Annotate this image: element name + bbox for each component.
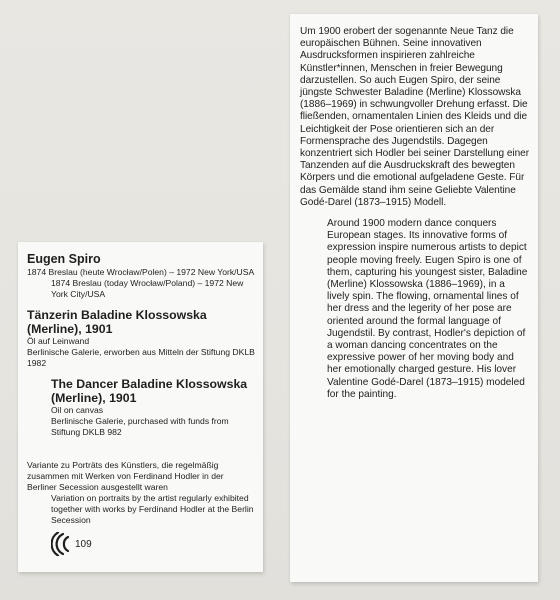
- audio-guide-icon: [51, 532, 71, 556]
- object-label-card: [18, 242, 263, 572]
- medium-en: Oil on canvas: [51, 405, 104, 415]
- credit-line-en: Berlinische Galerie, purchased with funds from Stiftung DKLB 982: [51, 416, 229, 437]
- note-en: Variation on portraits by the artist regularly exhibited together with works by Ferdinand Hodler at the Berlin Secession: [51, 493, 254, 525]
- artist-name: Eugen Spiro: [27, 252, 101, 266]
- wall-text-card: [290, 14, 538, 582]
- audio-guide-number: 109: [75, 538, 92, 550]
- wall-text-en: Around 1900 modern dance conquers European stages. Its innovative forms of expression inspire numerous artists to depict people moving freely. Eugen Spiro is one of them, capturing his youngest sister, Baladine (Merline) Klossowska (1886–1969), in a lively spin. The flowing, ornamental lines of her dress and the legerity of her pose are oriented around the formal language of Jugendstil. By contrast, Hodler's depiction of a woman dancing concentrates on the expressive power of her moving body and her emotionally charged gesture. His lover Valentine Godé-Darel (1873–1915) modeled for the painting.: [327, 218, 528, 400]
- artwork-title-de: Tänzerin Baladine Klossowska (Merline), 1901: [27, 308, 207, 336]
- credit-line-de: Berlinische Galerie, erworben aus Mitteln der Stiftung DKLB 1982: [27, 347, 255, 368]
- artwork-title-en: The Dancer Baladine Klossowska (Merline), 1901: [51, 377, 248, 405]
- note-de: Variante zu Porträts des Künstlers, die regelmäßig zusammen mit Werken von Ferdinand Hodler in der Berliner Secession ausgestellt waren: [27, 460, 224, 492]
- wall-text-de: Um 1900 erobert der sogenannte Neue Tanz die europäischen Bühnen. Seine innovativen Ausdrucksformen inspirieren zahlreiche Künstler*innen, Menschen in freier Bewegung darzustellen. So auch Eugen Spiro, der seine jüngste Schwester Baladine (Merline) Klossowska (1886–1969) in schwungvoller Drehung erfasst. Die fließenden, ornamentalen Linien des Kleids und die Leichtigkeit der Pose orientieren sich an der Formensprache des Jugendstils. Dagegen konzentriert sich Hodler bei seiner Darstellung einer Tanzenden auf die Ausdruckskraft des bewegten Körpers und die emotional aufgeladene Geste. Für das Gemälde stand ihm seine Geliebte Valentine Godé-Darel (1873–1915) Modell.: [300, 26, 530, 208]
- artist-life-en: 1874 Breslau (today Wrocław/Poland) – 1972 New York City/USA: [51, 278, 244, 299]
- artist-life-de: 1874 Breslau (heute Wrocław/Polen) – 1972 New York/USA: [27, 267, 255, 277]
- audio-guide: [51, 532, 92, 556]
- medium-de: Öl auf Leinwand: [27, 336, 90, 346]
